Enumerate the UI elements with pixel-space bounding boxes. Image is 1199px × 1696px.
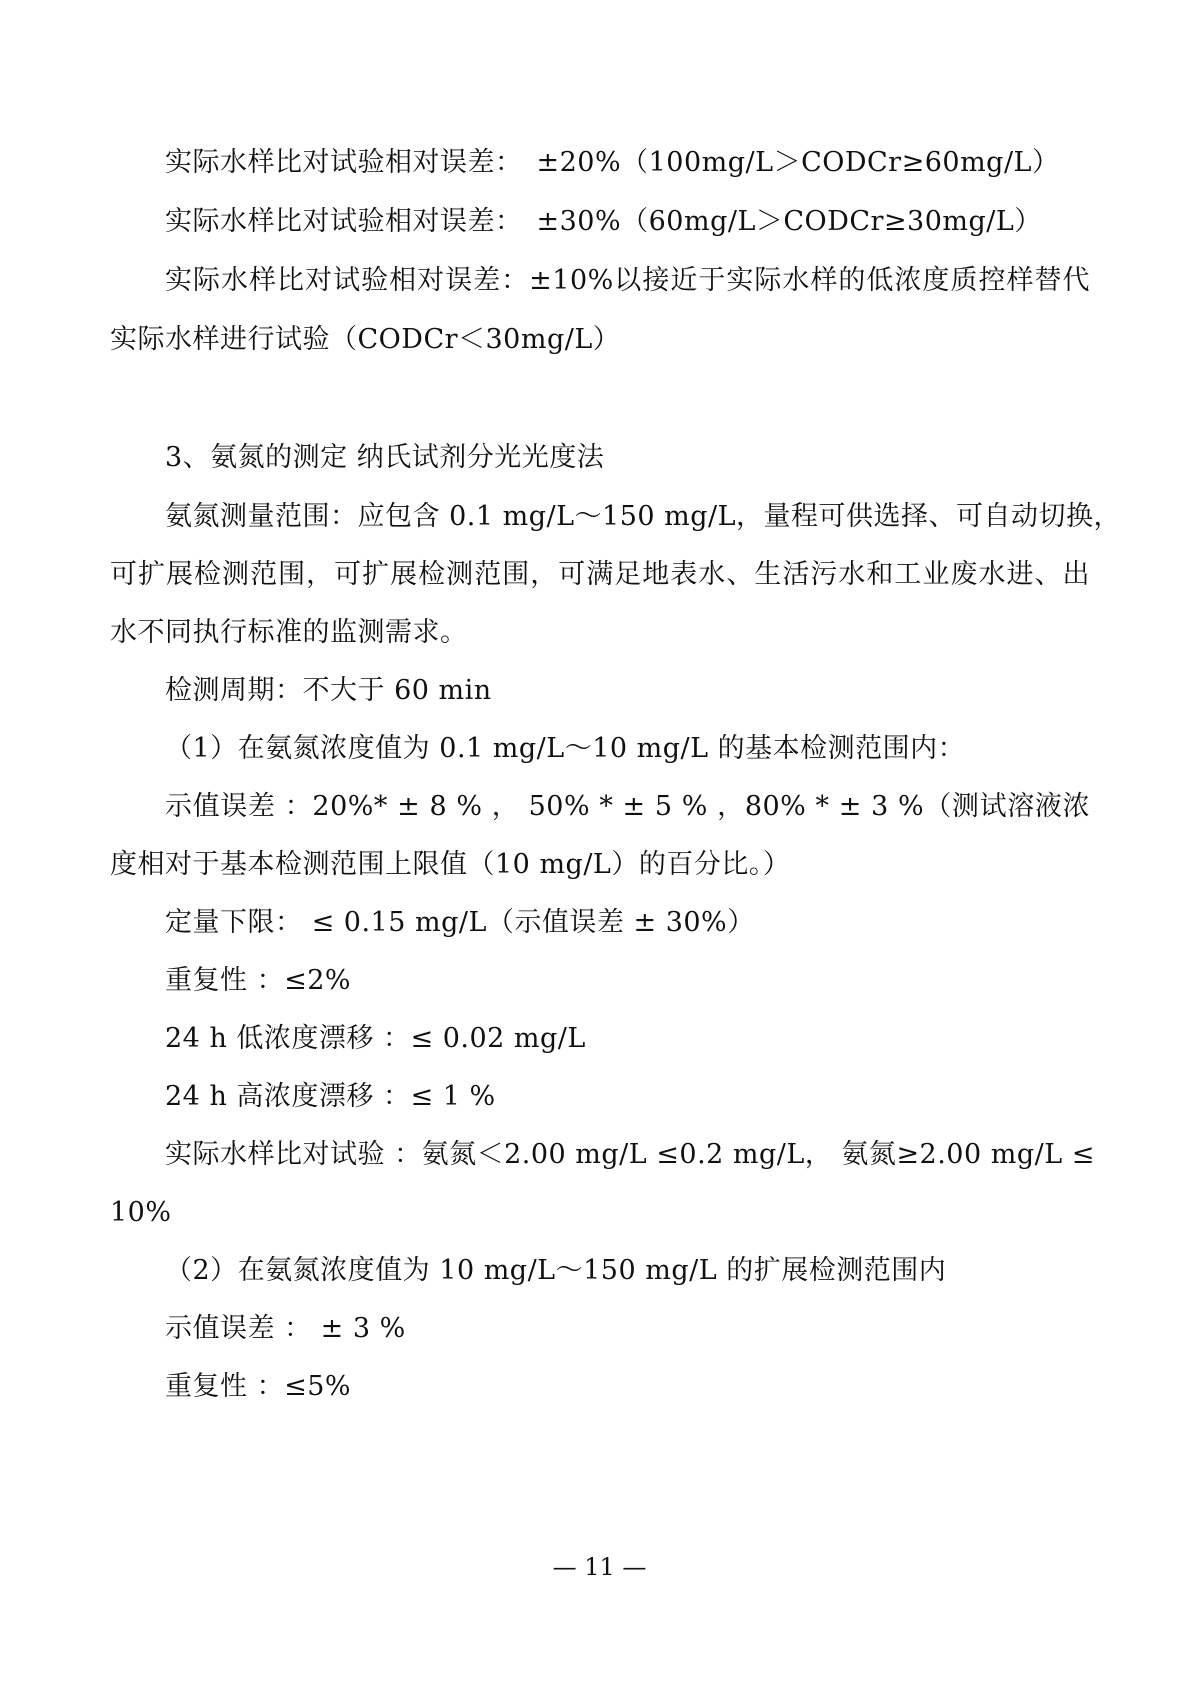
subheading-basic-range: （1）在氨氮浓度值为 0.1 mg/L～10 mg/L 的基本检测范围内： (165, 733, 966, 764)
text-line-cycle: 检测周期：不大于 60 min (165, 675, 492, 706)
text-line-high-drift: 24 h 高浓度漂移 ：≤ 1 % (165, 1081, 496, 1112)
text-line-cod-error-2: 实际水样比对试验相对误差： ±30%（60mg/L＞CODCr≥30mg/L） (165, 206, 1042, 237)
text-line-repeatability-2: 重复性 ：≤5% (165, 1371, 352, 1402)
text-line-range-cont: 可扩展检测范围，可扩展检测范围，可满足地表水、生活污水和工业废水进、出 (110, 559, 1090, 590)
text-line-low-drift: 24 h 低浓度漂移 ：≤ 0.02 mg/L (165, 1023, 586, 1054)
text-line-cod-error-3: 实际水样比对试验相对误差：±10%以接近于实际水样的低浓度质控样替代 (165, 265, 1090, 296)
text-line-indication-error-2: 示值误差 ： ± 3 % (165, 1313, 406, 1344)
subheading-extended-range: （2）在氨氮浓度值为 10 mg/L～150 mg/L 的扩展检测范围内 (165, 1255, 947, 1286)
text-line-range-end: 水不同执行标准的监测需求。 (110, 617, 468, 648)
text-line-quant-limit: 定量下限： ≤ 0.15 mg/L（示值误差 ± 30%） (165, 907, 755, 938)
section-heading-ammonia: 3、氨氮的测定 纳氏试剂分光光度法 (165, 442, 605, 473)
page-number: — 11 — (552, 1553, 647, 1581)
text-line-repeatability-1: 重复性 ：≤2% (165, 965, 352, 996)
text-line-cod-error-3-cont: 实际水样进行试验（CODCr＜30mg/L） (110, 324, 621, 355)
text-line-cod-error-1: 实际水样比对试验相对误差： ±20%（100mg/L＞CODCr≥60mg/L） (165, 147, 1060, 178)
text-line-comparison: 实际水样比对试验 ：氨氮＜2.00 mg/L ≤0.2 mg/L， 氨氮≥2.00 mg/L ≤ (165, 1139, 1095, 1170)
text-line-range: 氨氮测量范围：应包含 0.1 mg/L～150 mg/L，量程可供选择、可自动切换， (165, 501, 1122, 532)
text-line-comparison-cont: 10% (110, 1197, 172, 1228)
text-line-indication-error: 示值误差 ：20%* ± 8 % ， 50% * ± 5 % ，80% * ± 3 %（测试溶液浓 (165, 791, 1090, 822)
text-line-indication-error-cont: 度相对于基本检测范围上限值（10 mg/L）的百分比。） (110, 849, 791, 880)
